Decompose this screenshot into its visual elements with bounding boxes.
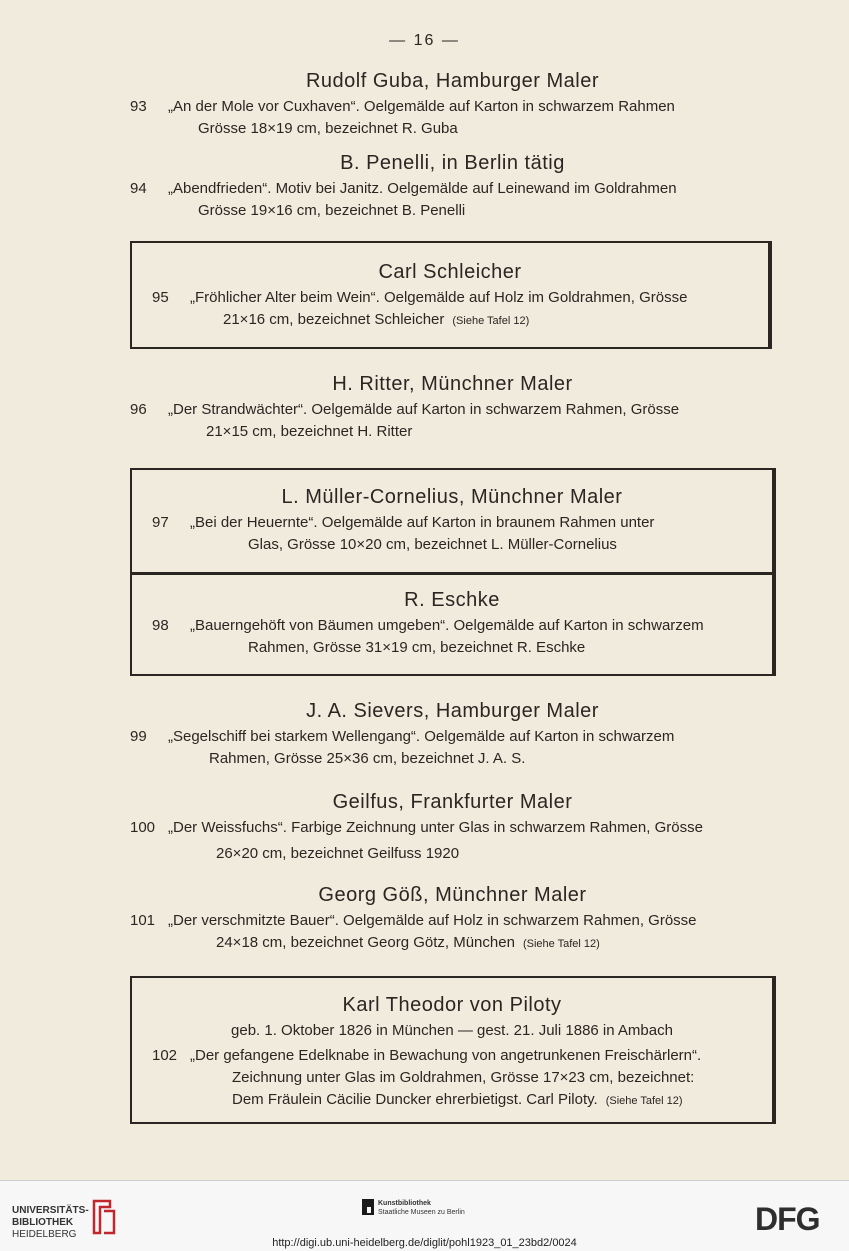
entry-line: „Der verschmitzte Bauer“. Oelgemälde auf Holz in schwarzem Rahmen, Grösse	[168, 912, 697, 929]
lot-number: 100	[130, 819, 156, 836]
dfg-logo[interactable]: DFG	[755, 1201, 820, 1237]
catalog-entry	[132, 470, 772, 572]
entry-line: 21×15 cm, bezeichnet H. Ritter	[206, 423, 413, 440]
artist-name-rest: ß, Münchner Maler	[410, 884, 587, 906]
entry-line: „Der gefangene Edelknabe in Bewachung von angetrunkenen Freischärlern“.	[190, 1047, 702, 1064]
boxed-entry	[130, 976, 776, 1124]
catalog-entry	[130, 700, 775, 770]
artist-heading: J. A. Sievers, Hamburger Maler	[306, 700, 599, 722]
boxed-entry	[130, 468, 776, 676]
catalog-entry	[130, 791, 775, 865]
catalog-entry	[130, 70, 775, 140]
artist-heading: L. Müller-Cornelius, Münchner Maler	[281, 486, 623, 508]
entry-line: 21×16 cm, bezeichnet Schleicher	[223, 311, 445, 328]
lot-number: 98	[152, 617, 169, 634]
entry-line: „Bauerngehöft von Bäumen umgeben“. Oelgemälde auf Karton in schwarzem	[190, 617, 704, 634]
viewer-footer: UNIVERSITÄTS- BIBLIOTHEK HEIDELBERG Kunstbibliothek Staatliche Museen zu Berlin DFG http://digi.ub.uni-heidelberg.de/diglit/pohl1923_01_23bd2/0024	[0, 1180, 849, 1251]
page-number: — 16 —	[389, 32, 460, 49]
plate-reference: (Siehe Tafel 12)	[452, 315, 530, 327]
catalog-entry	[130, 373, 775, 443]
entry-line: Grösse 19×16 cm, bezeichnet B. Penelli	[198, 202, 466, 219]
artist-bio: geb. 1. Oktober 1826 in München — gest. 21. Juli 1886 in Ambach	[231, 1022, 673, 1039]
lot-number: 95	[152, 289, 169, 306]
artist-heading: Geilfus, Frankfurter Maler	[332, 791, 573, 813]
entry-line: „Fröhlicher Alter beim Wein“. Oelgemälde auf Holz im Goldrahmen, Grösse	[190, 289, 688, 306]
artist-name: Georg Gö	[318, 884, 411, 906]
catalog-entry	[132, 243, 768, 332]
page-url[interactable]: http://digi.ub.uni-heidelberg.de/diglit/pohl1923_01_23bd2/0024	[272, 1237, 577, 1249]
university-library-logo[interactable]: UNIVERSITÄTS- BIBLIOTHEK HEIDELBERG	[12, 1205, 89, 1240]
catalog-entry	[132, 978, 772, 1112]
artist-heading: R. Eschke	[404, 589, 500, 611]
entry-line: „Abendfrieden“. Motiv bei Janitz. Oelgemälde auf Leinewand im Goldrahmen	[168, 180, 677, 197]
university-emblem-icon	[84, 1197, 118, 1237]
boxed-entry	[130, 241, 772, 349]
catalog-entry	[130, 152, 775, 222]
artist-heading: B. Penelli, in Berlin tätig	[340, 152, 565, 174]
entry-line: „An der Mole vor Cuxhaven“. Oelgemälde auf Karton in schwarzem Rahmen	[168, 98, 675, 115]
entry-line: Rahmen, Grösse 25×36 cm, bezeichnet J. A. S.	[209, 750, 526, 767]
entry-line: 24×18 cm, bezeichnet Georg Götz, München	[216, 934, 515, 951]
entry-line: „Der Weissfuchs“. Farbige Zeichnung unter Glas in schwarzem Rahmen, Grösse	[168, 819, 703, 836]
plate-reference: (Siehe Tafel 12)	[522, 938, 600, 950]
entry-line: „Segelschiff bei starkem Wellengang“. Oelgemälde auf Karton in schwarzem	[168, 728, 675, 745]
lot-number: 93	[130, 98, 147, 115]
artist-heading: Karl Theodor von Piloty	[342, 994, 562, 1016]
entry-line: „Der Strandwächter“. Oelgemälde auf Karton in schwarzem Rahmen, Grösse	[168, 401, 680, 418]
catalog-entry	[132, 575, 772, 659]
artist-heading: Carl Schleicher	[378, 261, 522, 283]
entry-line: Glas, Grösse 10×20 cm, bezeichnet L. Müller-Cornelius	[248, 536, 617, 553]
artist-heading: Rudolf Guba, Hamburger Maler	[305, 70, 599, 92]
lot-number: 96	[130, 401, 147, 418]
plate-reference: (Siehe Tafel 12)	[605, 1095, 683, 1107]
entry-line: Dem Fräulein Cäcilie Duncker ehrerbietigst. Carl Piloty.	[232, 1091, 598, 1108]
entry-line: Zeichnung unter Glas im Goldrahmen, Grösse 17×23 cm, bezeichnet:	[232, 1069, 695, 1086]
entry-line: 26×20 cm, bezeichnet Geilfuss 1920	[216, 845, 460, 862]
artist-heading	[130, 884, 775, 907]
kunstbibliothek-icon	[362, 1199, 374, 1215]
catalog-entry	[130, 884, 775, 955]
lot-number: 97	[152, 514, 169, 531]
artist-heading: H. Ritter, Münchner Maler	[332, 373, 573, 395]
lot-number: 102	[152, 1047, 178, 1064]
entry-line: „Bei der Heuernte“. Oelgemälde auf Karton in braunem Rahmen unter	[190, 514, 655, 531]
lot-number: 94	[130, 180, 147, 197]
lot-number: 101	[130, 912, 156, 929]
lot-number: 99	[130, 728, 147, 745]
entry-line: Rahmen, Grösse 31×19 cm, bezeichnet R. Eschke	[248, 639, 586, 656]
entry-line: Grösse 18×19 cm, bezeichnet R. Guba	[198, 120, 458, 137]
